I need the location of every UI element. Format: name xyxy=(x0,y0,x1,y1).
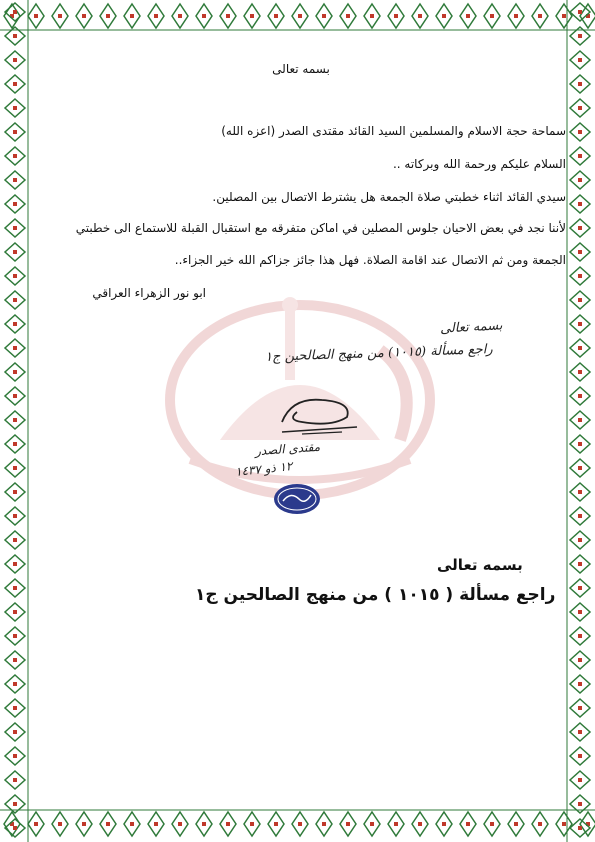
decorative-border-left xyxy=(0,0,30,842)
letter-line-3: سيدي القائد اثناء خطبتي صلاة الجمعة هل يشترط الاتصال بين المصلين. xyxy=(212,190,566,204)
mosque-watermark-logo xyxy=(150,270,450,510)
handwritten-reply-line-2: راجع مسألة (١٠١٥) من منهج الصالحين ج١ xyxy=(264,342,493,365)
letter-line-5: الجمعة ومن ثم الاتصال عند اقامة الصلاة. فهل هذا جائز جزاكم الله خير الجزاء.. xyxy=(174,253,566,267)
letter-line-4: لأننا نجد في بعض الاحيان جلوس المصلين في اماكن متفرقه مع استقبال القبلة للاستماع الى خطبتي xyxy=(75,221,566,235)
handwritten-signed-name: مقتدى الصدر xyxy=(254,439,321,459)
decorative-border-top xyxy=(0,0,595,32)
handwritten-signature xyxy=(262,392,372,442)
handwritten-date: ١٢ ذو ١٤٣٧ xyxy=(234,459,294,479)
decorative-border-bottom xyxy=(0,808,595,842)
decorative-border-right xyxy=(565,0,595,842)
typed-reply-line-2: راجع مسألة ( ١٠١٥ ) من منهج الصالحين ج١ xyxy=(195,585,556,605)
letter-line-2: السلام عليكم ورحمة الله وبركاته .. xyxy=(392,157,566,171)
letter-line-1: سماحة حجة الاسلام والمسلمين السيد القائد مقتدى الصدر (اعزه الله) xyxy=(221,124,566,138)
typed-reply-line-1: بسمه تعالى xyxy=(437,556,523,574)
letter-signature: ابو نور الزهراء العراقي xyxy=(92,286,206,300)
handwritten-reply-line-1: بسمه تعالى xyxy=(439,318,503,337)
letter-heading: بسمه تعالى xyxy=(272,62,330,76)
official-stamp xyxy=(273,483,321,515)
